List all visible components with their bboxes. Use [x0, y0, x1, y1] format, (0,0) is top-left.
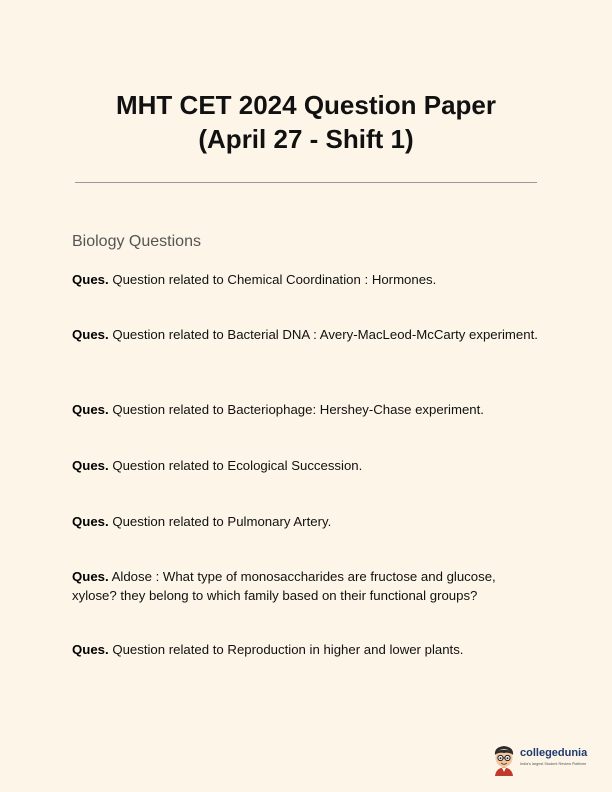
question-item — [72, 270, 542, 289]
logo-wordmark: collegedunia — [520, 747, 588, 759]
question-text: Question related to Reproduction in higher and lower plants. — [108, 642, 464, 657]
document-title — [0, 88, 612, 156]
question-text: Question related to Bacteriophage: Hershey-Chase experiment. — [108, 402, 484, 417]
title-line-2: (April 27 - Shift 1) — [198, 124, 414, 154]
question-item — [72, 400, 542, 419]
question-item — [72, 640, 542, 659]
collegedunia-logo — [490, 744, 590, 778]
question-item — [72, 325, 542, 344]
question-text: Question related to Ecological Succession. — [108, 458, 363, 473]
question-label: Ques. — [72, 272, 109, 287]
student-mascot-icon — [490, 744, 518, 776]
question-label: Ques. — [72, 514, 109, 529]
question-text: Question related to Chemical Coordination : Hormones. — [108, 272, 437, 287]
question-label: Ques. — [72, 642, 109, 657]
section-heading: Biology Questions — [72, 233, 201, 250]
question-label: Ques. — [72, 402, 109, 417]
question-text: Question related to Bacterial DNA : Avery-MacLeod-McCarty experiment. — [108, 327, 538, 342]
question-text: Aldose : What type of monosaccharides are fructose and glucose, xylose? they belong to which family based on their functional groups? — [72, 569, 496, 603]
title-line-1: MHT CET 2024 Question Paper — [116, 90, 496, 120]
title-divider — [75, 182, 537, 183]
question-item — [72, 567, 542, 605]
question-item — [72, 456, 542, 475]
question-label: Ques. — [72, 569, 109, 584]
question-label: Ques. — [72, 458, 109, 473]
question-text: Question related to Pulmonary Artery. — [108, 514, 332, 529]
question-label: Ques. — [72, 327, 109, 342]
logo-tagline: India's largest Student Review Platform — [520, 762, 587, 766]
question-item — [72, 512, 542, 531]
